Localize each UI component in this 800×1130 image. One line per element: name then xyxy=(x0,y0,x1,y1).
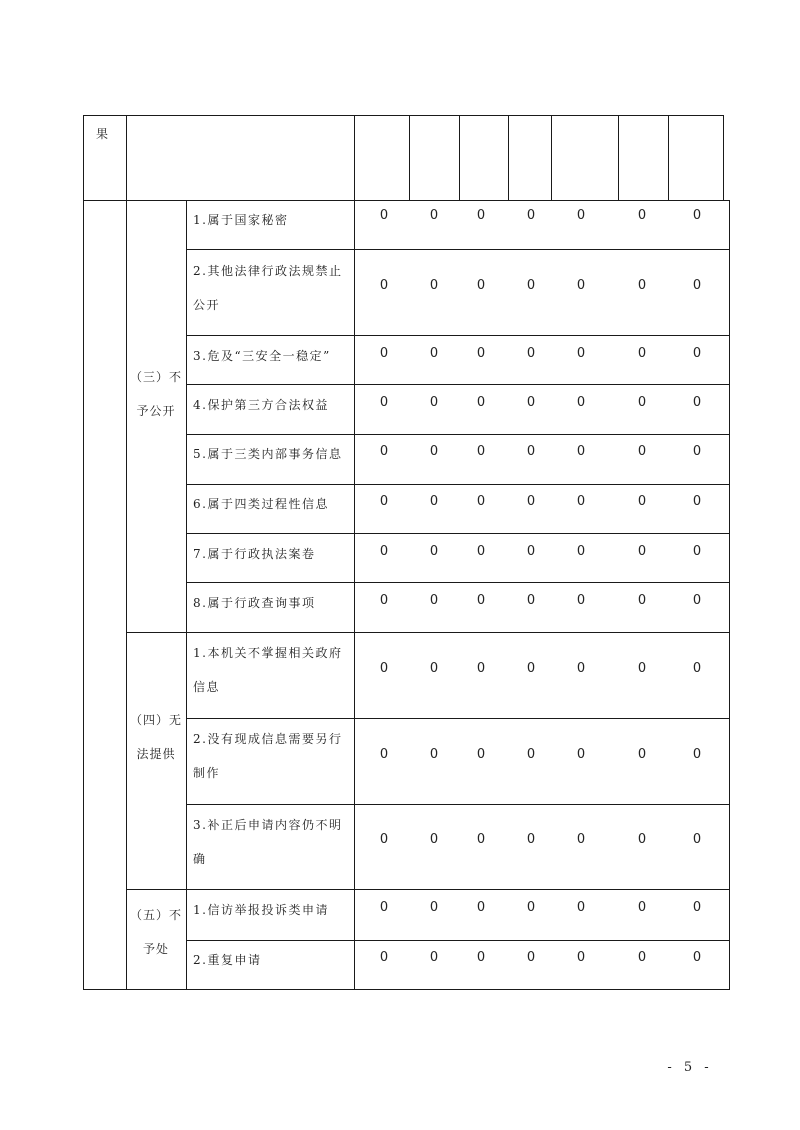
value-cell: 0 xyxy=(576,661,586,676)
value-cell: 0 xyxy=(576,395,586,410)
value-cell: 0 xyxy=(576,593,586,608)
value-cell: 0 xyxy=(429,494,439,509)
value-cell: 0 xyxy=(476,444,486,459)
value-cell: 0 xyxy=(526,593,536,608)
row-item-label: 1.信访举报投诉类申请 xyxy=(193,903,329,917)
row-item-label: 2.重复申请 xyxy=(193,953,262,967)
value-cell: 0 xyxy=(576,747,586,762)
value-cell: 0 xyxy=(476,900,486,915)
value-cell: 0 xyxy=(429,593,439,608)
row-item-label: 3.危及“三安全一稳定” xyxy=(193,349,331,363)
value-cell: 0 xyxy=(476,346,486,361)
value-cell: 0 xyxy=(576,900,586,915)
value-cell: 0 xyxy=(429,444,439,459)
value-cell: 0 xyxy=(637,661,647,676)
row-item-label: 6.属于四类过程性信息 xyxy=(193,497,329,511)
row-item-label: 1.属于国家秘密 xyxy=(193,213,289,227)
value-cell: 0 xyxy=(576,278,586,293)
value-cell: 0 xyxy=(379,900,389,915)
value-cell: 0 xyxy=(379,395,389,410)
value-cell: 0 xyxy=(692,346,702,361)
row-item-label: 1.本机关不掌握相关政府信息 xyxy=(193,646,343,694)
value-cell: 0 xyxy=(429,395,439,410)
value-cell: 0 xyxy=(637,444,647,459)
value-cell: 0 xyxy=(476,395,486,410)
value-cell: 0 xyxy=(476,544,486,559)
value-cell: 0 xyxy=(526,832,536,847)
value-cell: 0 xyxy=(526,208,536,223)
row-item-label: 7.属于行政执法案卷 xyxy=(193,547,316,561)
value-cell: 0 xyxy=(476,593,486,608)
value-cell: 0 xyxy=(576,494,586,509)
value-cell: 0 xyxy=(692,444,702,459)
row-item-label: 2.其他法律行政法规禁止公开 xyxy=(193,264,343,312)
value-cell: 0 xyxy=(526,950,536,965)
value-cell: 0 xyxy=(476,832,486,847)
value-cell: 0 xyxy=(379,593,389,608)
value-cell: 0 xyxy=(476,747,486,762)
value-cell: 0 xyxy=(379,444,389,459)
value-cell: 0 xyxy=(692,544,702,559)
value-cell: 0 xyxy=(637,950,647,965)
category-label: （五）不予处 xyxy=(129,908,182,956)
value-cell: 0 xyxy=(692,208,702,223)
value-cell: 0 xyxy=(476,494,486,509)
value-cell: 0 xyxy=(526,494,536,509)
value-cell: 0 xyxy=(526,747,536,762)
page-number: - 5 - xyxy=(667,1060,713,1075)
value-cell: 0 xyxy=(576,444,586,459)
value-cell: 0 xyxy=(637,346,647,361)
value-cell: 0 xyxy=(476,208,486,223)
value-cell: 0 xyxy=(692,747,702,762)
value-cell: 0 xyxy=(379,494,389,509)
value-cell: 0 xyxy=(692,900,702,915)
value-cell: 0 xyxy=(379,208,389,223)
value-cell: 0 xyxy=(429,747,439,762)
value-cell: 0 xyxy=(379,950,389,965)
value-cell: 0 xyxy=(526,278,536,293)
value-cell: 0 xyxy=(379,747,389,762)
value-cell: 0 xyxy=(526,661,536,676)
value-cell: 0 xyxy=(692,950,702,965)
value-cell: 0 xyxy=(429,832,439,847)
value-cell: 0 xyxy=(476,661,486,676)
value-cell: 0 xyxy=(526,444,536,459)
value-cell: 0 xyxy=(637,832,647,847)
value-cell: 0 xyxy=(637,747,647,762)
value-cell: 0 xyxy=(379,278,389,293)
value-cell: 0 xyxy=(637,395,647,410)
category-label: （四）无法提供 xyxy=(129,713,182,761)
value-cell: 0 xyxy=(692,832,702,847)
value-cell: 0 xyxy=(692,494,702,509)
row-item-label: 3.补正后申请内容仍不明确 xyxy=(193,818,343,866)
value-cell: 0 xyxy=(379,346,389,361)
row-item-label: 4.保护第三方合法权益 xyxy=(193,398,329,412)
value-cell: 0 xyxy=(429,661,439,676)
value-cell: 0 xyxy=(526,900,536,915)
value-cell: 0 xyxy=(637,900,647,915)
value-cell: 0 xyxy=(576,208,586,223)
value-cell: 0 xyxy=(637,208,647,223)
value-cell: 0 xyxy=(576,950,586,965)
value-cell: 0 xyxy=(692,278,702,293)
value-cell: 0 xyxy=(476,950,486,965)
value-cell: 0 xyxy=(576,544,586,559)
value-cell: 0 xyxy=(429,208,439,223)
value-cell: 0 xyxy=(429,278,439,293)
value-cell: 0 xyxy=(576,346,586,361)
value-cell: 0 xyxy=(379,832,389,847)
value-cell: 0 xyxy=(692,395,702,410)
value-cell: 0 xyxy=(526,544,536,559)
value-cell: 0 xyxy=(637,593,647,608)
row-item-label: 2.没有现成信息需要另行制作 xyxy=(193,732,343,780)
value-cell: 0 xyxy=(637,278,647,293)
value-cell: 0 xyxy=(526,395,536,410)
value-cell: 0 xyxy=(429,950,439,965)
value-cell: 0 xyxy=(429,900,439,915)
header-row-label: 果 xyxy=(96,127,110,141)
value-cell: 0 xyxy=(692,593,702,608)
value-cell: 0 xyxy=(379,544,389,559)
value-cell: 0 xyxy=(637,494,647,509)
value-cell: 0 xyxy=(692,661,702,676)
row-item-label: 5.属于三类内部事务信息 xyxy=(193,447,343,461)
category-label: （三）不予公开 xyxy=(129,370,182,418)
value-cell: 0 xyxy=(476,278,486,293)
row-item-label: 8.属于行政查询事项 xyxy=(193,596,316,610)
value-cell: 0 xyxy=(379,661,389,676)
value-cell: 0 xyxy=(526,346,536,361)
value-cell: 0 xyxy=(429,346,439,361)
value-cell: 0 xyxy=(576,832,586,847)
value-cell: 0 xyxy=(429,544,439,559)
value-cell: 0 xyxy=(637,544,647,559)
